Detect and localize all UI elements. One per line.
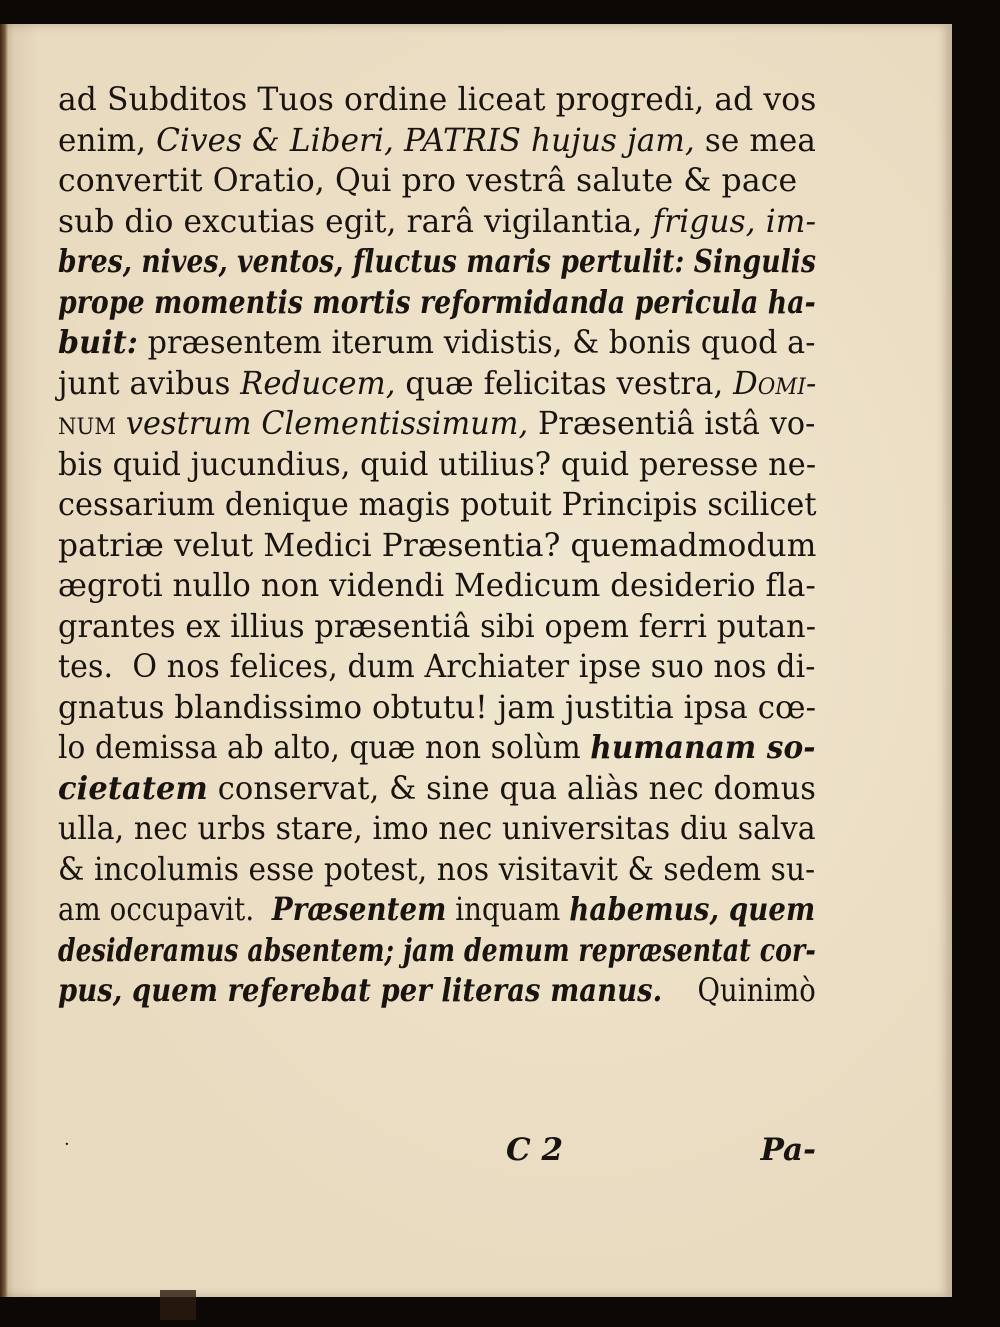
text-segment: am occupavit. (58, 892, 272, 928)
text-segment: gnatus blandissimo obtutu! jam justitia ipsa cœ- (58, 689, 817, 726)
text-line (58, 728, 816, 769)
catchword: Pa- (760, 1132, 816, 1168)
text-segment: cietatem (58, 769, 208, 807)
text-line (58, 607, 817, 648)
text-segment: quæ felicitas vestra, (395, 365, 734, 402)
text-line (58, 769, 817, 810)
text-segment: convertit Oratio, Qui pro vestrâ salute & pace (58, 163, 798, 199)
text-line (58, 526, 817, 567)
text-line (58, 323, 816, 364)
text-line (58, 485, 817, 526)
book-page (0, 24, 952, 1297)
text-segment: buit: (58, 324, 138, 361)
text-segment: & incolumis esse potest, nos visitavit & sedem su- (58, 851, 816, 888)
text-segment: enim, (58, 122, 157, 159)
text-segment: lo demissa ab alto, quæ non solùm (58, 730, 591, 766)
text-line (58, 242, 816, 283)
text-line (58, 202, 817, 243)
text-segment: desideramus absentem; jam demum repræsentat cor- (58, 931, 816, 969)
text-segment: cessarium denique magis potuit Principis scilicet (58, 487, 817, 523)
text-segment: pus, quem referebat per literas manus. (58, 972, 663, 1009)
page-gutter (0, 24, 8, 1297)
text-line (58, 80, 817, 121)
text-segment: prope momentis mortis reformidanda pericula ha- (58, 283, 816, 321)
text-line (58, 566, 816, 607)
text-segment: conservat, & sine qua aliàs nec domus (207, 770, 817, 807)
text-segment: tes. O nos felices, dum Archiater ipse suo nos di- (58, 649, 816, 685)
text-segment: Cives & Liberi, PATRIS hujus jam, (156, 122, 695, 159)
text-segment: num (58, 406, 117, 442)
text-segment: se mea (694, 122, 817, 159)
page-footer (58, 1132, 816, 1176)
text-segment (116, 406, 126, 442)
text-line (58, 971, 816, 1012)
text-segment: inquam (446, 892, 570, 928)
text-segment: ulla, nec urbs stare, imo nec universitas diu salva (58, 811, 816, 847)
footer-mark: · (64, 1134, 70, 1155)
signature-mark: C 2 (506, 1132, 564, 1168)
text-line (58, 364, 817, 405)
text-segment: habemus, quem (569, 891, 816, 928)
text-segment: Quinimò (662, 973, 816, 1009)
text-segment: ægroti nullo non videndi Medicum desiderio fla- (58, 568, 816, 604)
text-line (58, 809, 816, 850)
text-line (58, 688, 817, 729)
text-line (58, 890, 816, 931)
text-segment: sub dio excutias egit, rarâ vigilantia, (58, 203, 653, 240)
text-segment: bres, nives, ventos, fluctus maris pertulit: Singulis (58, 243, 816, 280)
text-segment: patriæ velut Medici Præsentia? quemadmodum (58, 527, 817, 564)
text-line (58, 121, 817, 162)
text-line (58, 404, 816, 445)
body-text (58, 80, 816, 1012)
text-segment: ad Subditos Tuos ordine liceat progredi, ad vos (58, 82, 817, 118)
text-line (58, 931, 816, 972)
text-line (58, 161, 816, 202)
text-segment: humanam so- (590, 729, 816, 766)
text-segment: Domi- (733, 365, 817, 402)
text-line (58, 283, 816, 324)
text-segment: frigus, im- (652, 203, 817, 240)
text-segment: grantes ex illius præsentiâ sibi opem ferri putan- (58, 608, 817, 645)
text-segment: Præsentiâ istâ vo- (528, 406, 816, 442)
text-line (58, 850, 816, 891)
text-segment: Præsentem (271, 891, 447, 928)
text-segment: præsentem iterum vidistis, & bonis quod a- (137, 325, 816, 361)
edge-stain (160, 1290, 196, 1320)
text-line (58, 647, 816, 688)
text-line (58, 445, 817, 486)
text-segment: bis quid jucundius, quid utilius? quid peresse ne- (58, 446, 817, 483)
text-segment: junt avibus (58, 365, 241, 402)
text-segment: Reducem, (240, 365, 396, 402)
text-segment: vestrum Clementissimum, (125, 406, 529, 442)
